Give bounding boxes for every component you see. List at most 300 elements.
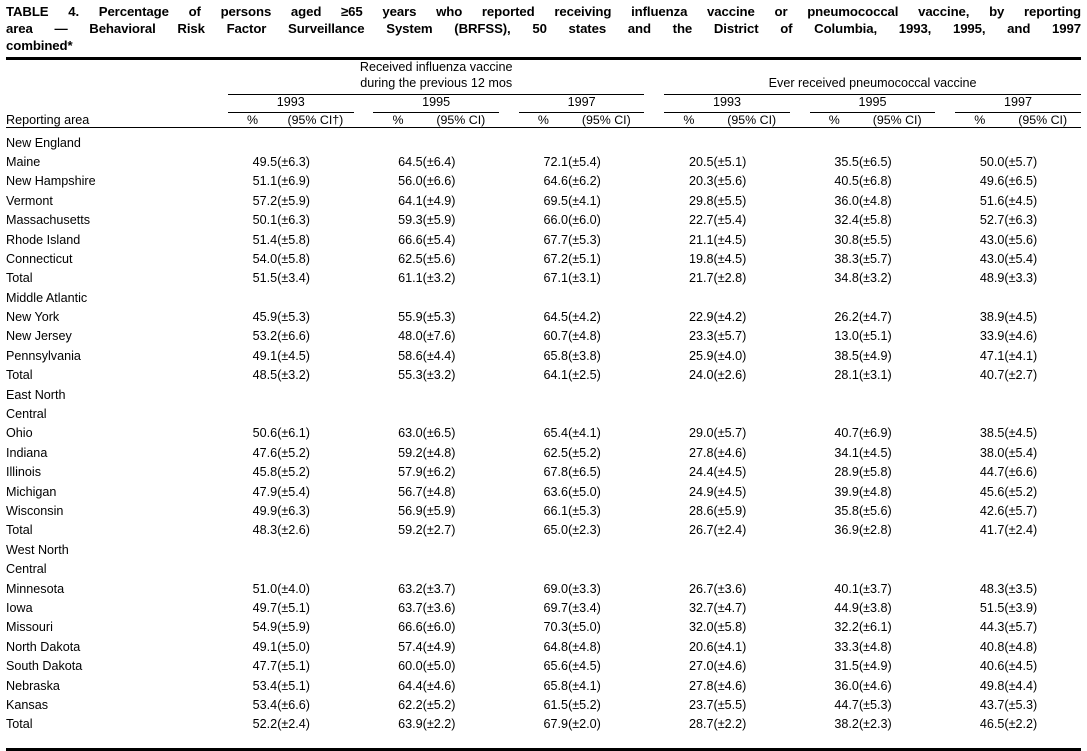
table-row-region — [6, 557, 1081, 576]
cell-confidence-interval: (±2.7) — [1004, 368, 1038, 383]
title-line-1: TABLE 4. Percentage of persons aged ≥65 years who reported receiving influenza vaccine or pneumococcal vaccine, by reporting — [6, 4, 1081, 19]
cell-confidence-interval: (±5.2) — [1004, 484, 1038, 499]
cell-percent: 62.2 — [398, 697, 423, 712]
cell-confidence-interval: (±3.8) — [858, 600, 892, 615]
cell-gap — [644, 421, 664, 440]
cell-confidence-interval: (±5.6) — [422, 251, 456, 266]
cell-gap — [499, 363, 519, 382]
cell-gap — [499, 324, 519, 343]
cell-confidence-interval: (±3.8) — [568, 348, 601, 363]
cell-confidence-interval: (±6.8) — [858, 174, 892, 189]
cell-confidence-interval: (±5.9) — [277, 193, 310, 208]
cell-percent: 64.1 — [543, 368, 569, 383]
cell-confidence-interval: (±5.8) — [858, 213, 892, 228]
cell-gap — [354, 596, 374, 615]
cell-percent: 32.4 — [834, 213, 859, 228]
cell-confidence-interval: (±2.3) — [858, 717, 892, 732]
cell-confidence-interval: (±4.1) — [568, 193, 601, 208]
cell-gap — [499, 305, 519, 324]
cell-confidence-interval: (±5.3) — [568, 232, 601, 247]
cell-percent: 62.5 — [398, 251, 423, 266]
cell-percent: 66.1 — [543, 504, 569, 518]
cell-gap — [935, 479, 955, 498]
region-empty-cells — [228, 557, 1081, 576]
cell-confidence-interval: (±2.8) — [858, 523, 892, 538]
cell-confidence-interval: (±4.9) — [422, 639, 456, 654]
table-row — [6, 150, 1081, 169]
cell-confidence-interval: (±4.5) — [568, 659, 601, 674]
cell-percent: 52.2 — [252, 717, 278, 732]
cell-confidence-interval: (±6.5) — [422, 426, 456, 441]
table-row — [6, 247, 1081, 266]
cell-percent: 27.0 — [688, 659, 714, 674]
cell-percent: 66.6 — [398, 232, 423, 247]
cell-confidence-interval: (±3.4) — [277, 271, 310, 286]
table-row-region — [6, 537, 1081, 556]
cell-percent: 55.3 — [398, 368, 423, 383]
cell-confidence-interval: (±5.1) — [277, 659, 310, 674]
cell-confidence-interval: (±4.4) — [422, 348, 456, 363]
cell-percent: 20.3 — [688, 174, 714, 189]
cell-confidence-interval: (±5.6) — [858, 504, 892, 518]
cell-percent: 44.9 — [834, 600, 859, 615]
cell-gap — [499, 596, 519, 615]
cell-percent: 51.5 — [979, 600, 1005, 615]
cell-percent: 65.8 — [543, 348, 569, 363]
year-pneumo-1995: 1995 — [858, 95, 887, 110]
cell-confidence-interval: (±4.8) — [422, 484, 456, 499]
year-gap-4 — [790, 95, 810, 110]
cell-percent: 38.3 — [834, 251, 859, 266]
cell-gap — [935, 188, 955, 207]
row-label: Total — [6, 271, 33, 286]
cell-percent: 51.4 — [252, 232, 278, 247]
cell-gap — [644, 576, 664, 595]
cell-confidence-interval: (±4.5) — [713, 484, 747, 499]
row-label: Pennsylvania — [6, 348, 81, 363]
cell-confidence-interval: (±4.7) — [858, 310, 892, 325]
cell-gap — [354, 188, 374, 207]
cell-gap — [644, 208, 664, 227]
cell-confidence-interval: (±5.5) — [713, 697, 747, 712]
cell-percent: 49.1 — [252, 348, 278, 363]
cell-percent: 60.0 — [398, 659, 423, 674]
cell-confidence-interval: (±5.9) — [422, 213, 456, 228]
cell-gap — [790, 596, 810, 615]
cell-gap — [499, 247, 519, 266]
col-pct-4: % — [683, 113, 695, 128]
cell-confidence-interval: (±4.1) — [568, 426, 601, 441]
group-header-influenza-line2: during the previous 12 mos — [360, 75, 513, 90]
cell-gap — [935, 169, 955, 188]
region-empty-cells — [228, 130, 1081, 149]
cell-percent: 67.7 — [543, 232, 569, 247]
cell-confidence-interval: (±4.6) — [1004, 329, 1038, 344]
cell-confidence-interval: (±6.1) — [858, 620, 892, 635]
cell-percent: 24.9 — [688, 484, 714, 499]
col-ci-2: (95% CI) — [436, 113, 486, 128]
cell-percent: 36.0 — [834, 678, 859, 693]
cell-gap — [499, 421, 519, 440]
cell-confidence-interval: (±4.6) — [713, 678, 747, 693]
cell-gap — [790, 363, 810, 382]
cell-gap — [935, 518, 955, 537]
col-pct-6: % — [974, 113, 986, 128]
cell-gap — [935, 343, 955, 362]
cell-gap — [935, 305, 955, 324]
cell-gap — [644, 460, 664, 479]
cell-confidence-interval: (±2.2) — [713, 717, 747, 732]
cell-percent: 49.9 — [252, 504, 278, 518]
row-label: West North — [6, 542, 69, 557]
cell-gap — [644, 227, 664, 246]
table-row — [6, 305, 1081, 324]
cell-gap — [354, 673, 374, 692]
row-label: Total — [6, 368, 33, 383]
cell-gap — [644, 150, 664, 169]
cell-percent: 31.5 — [834, 659, 859, 674]
cell-confidence-interval: (±3.2) — [422, 271, 456, 286]
cell-gap — [354, 227, 374, 246]
cell-gap — [644, 499, 664, 518]
row-label: North Dakota — [6, 639, 81, 654]
cell-confidence-interval: (±6.9) — [858, 426, 892, 441]
cell-confidence-interval: (±5.4) — [568, 154, 601, 169]
cell-gap — [935, 634, 955, 653]
cell-gap — [644, 615, 664, 634]
cell-confidence-interval: (±3.9) — [1004, 600, 1038, 615]
table-header — [6, 60, 1081, 127]
cell-gap — [354, 576, 374, 595]
cell-confidence-interval: (±2.2) — [1004, 717, 1038, 732]
region-empty-cells — [228, 402, 1081, 421]
table-row — [6, 440, 1081, 459]
cell-confidence-interval: (±4.5) — [1004, 426, 1038, 441]
cell-gap — [935, 247, 955, 266]
cell-percent: 26.7 — [688, 581, 714, 596]
cell-gap — [790, 654, 810, 673]
cell-confidence-interval: (±5.2) — [277, 445, 310, 460]
row-label: Iowa — [6, 600, 33, 615]
cell-confidence-interval: (±6.5) — [1004, 174, 1038, 189]
year-influenza-1997: 1997 — [567, 95, 596, 110]
group-header-influenza — [228, 60, 645, 91]
cell-percent: 58.6 — [398, 348, 423, 363]
cell-confidence-interval: (±4.4) — [1004, 678, 1038, 693]
cell-confidence-interval: (±6.6) — [277, 697, 310, 712]
cell-confidence-interval: (±4.1) — [713, 639, 747, 654]
cell-confidence-interval: (±4.5) — [713, 465, 747, 480]
year-gap-1 — [354, 95, 374, 110]
cell-percent: 26.2 — [834, 310, 859, 325]
cell-gap — [499, 615, 519, 634]
cell-confidence-interval: (±3.2) — [277, 368, 310, 383]
cell-confidence-interval: (±4.5) — [1004, 659, 1038, 674]
cell-percent: 33.3 — [834, 639, 859, 654]
cell-percent: 47.9 — [252, 484, 278, 499]
row-label: Ohio — [6, 426, 33, 441]
cell-percent: 49.6 — [979, 174, 1005, 189]
cell-gap — [499, 227, 519, 246]
cell-confidence-interval: (±2.4) — [1004, 523, 1038, 538]
cell-percent: 65.0 — [543, 523, 569, 538]
cell-percent: 56.9 — [398, 504, 423, 518]
cell-gap — [790, 460, 810, 479]
cell-confidence-interval: (±5.1) — [568, 251, 601, 266]
cell-gap — [499, 654, 519, 673]
colhead-gap-5 — [935, 113, 955, 128]
cell-gap — [644, 479, 664, 498]
cell-confidence-interval: (±4.5) — [1004, 310, 1038, 325]
cell-confidence-interval: (±4.8) — [858, 639, 892, 654]
cell-gap — [644, 363, 664, 382]
row-label: Indiana — [6, 445, 48, 460]
cell-confidence-interval: (±3.4) — [568, 600, 601, 615]
col-pct-3: % — [537, 113, 549, 128]
cell-confidence-interval: (±4.5) — [1004, 193, 1038, 208]
cell-gap — [499, 343, 519, 362]
cell-percent: 64.8 — [543, 639, 569, 654]
cell-percent: 21.7 — [688, 271, 714, 286]
cell-confidence-interval: (±4.8) — [1004, 639, 1038, 654]
cell-confidence-interval: (±4.5) — [713, 251, 747, 266]
cell-gap — [790, 266, 810, 285]
cell-percent: 36.0 — [834, 193, 859, 208]
col-ci-4: (95% CI) — [727, 113, 777, 128]
cell-percent: 48.5 — [252, 368, 278, 383]
table-row-region — [6, 382, 1081, 401]
cell-percent: 67.2 — [543, 251, 569, 266]
cell-confidence-interval: (±5.7) — [713, 426, 747, 441]
cell-confidence-interval: (±6.4) — [422, 154, 456, 169]
cell-percent: 13.0 — [834, 329, 859, 344]
cell-percent: 40.8 — [979, 639, 1005, 654]
cell-percent: 51.6 — [979, 193, 1005, 208]
cell-confidence-interval: (±5.4) — [1004, 445, 1038, 460]
cell-confidence-interval: (±5.4) — [1004, 251, 1038, 266]
cell-percent: 53.4 — [252, 697, 278, 712]
cell-confidence-interval: (±6.0) — [422, 620, 456, 635]
table-row — [6, 499, 1081, 518]
cell-gap — [790, 440, 810, 459]
cell-confidence-interval: (±3.6) — [422, 600, 456, 615]
region-empty-cells — [228, 382, 1081, 401]
cell-gap — [354, 634, 374, 653]
cell-confidence-interval: (±5.7) — [1004, 154, 1038, 169]
cell-gap — [790, 247, 810, 266]
cell-gap — [935, 440, 955, 459]
cell-percent: 33.9 — [979, 329, 1005, 344]
cell-percent: 34.8 — [834, 271, 859, 286]
region-empty-cells — [228, 285, 1081, 304]
cell-percent: 63.6 — [543, 484, 569, 499]
cell-confidence-interval: (±6.5) — [568, 465, 601, 480]
table-row-total — [6, 363, 1081, 382]
header-group-row — [6, 60, 1081, 91]
cell-percent: 69.0 — [543, 581, 569, 596]
cell-gap — [935, 421, 955, 440]
cell-gap — [644, 673, 664, 692]
cell-gap — [790, 188, 810, 207]
cell-percent: 38.5 — [834, 348, 859, 363]
cell-gap — [354, 363, 374, 382]
cell-confidence-interval: (±4.6) — [713, 445, 747, 460]
table-row-total — [6, 266, 1081, 285]
table-row — [6, 188, 1081, 207]
cell-percent: 38.5 — [979, 426, 1005, 441]
cell-percent: 27.8 — [688, 678, 714, 693]
header-spacer — [6, 60, 228, 91]
cell-percent: 64.4 — [398, 678, 423, 693]
cell-gap — [354, 460, 374, 479]
cell-confidence-interval: (±4.2) — [713, 310, 747, 325]
cell-gap — [644, 712, 664, 731]
cell-percent: 29.0 — [688, 426, 714, 441]
cell-confidence-interval: (±5.0) — [422, 659, 456, 674]
row-label: Wisconsin — [6, 504, 64, 518]
row-label: New Hampshire — [6, 174, 96, 189]
cell-gap — [935, 712, 955, 731]
cell-percent: 23.7 — [688, 697, 714, 712]
table-row — [6, 673, 1081, 692]
header-mid-spacer — [644, 60, 664, 91]
cell-percent: 59.2 — [398, 523, 423, 538]
cell-confidence-interval: (±4.5) — [277, 348, 310, 363]
cell-gap — [790, 343, 810, 362]
cell-confidence-interval: (±6.3) — [277, 504, 310, 518]
table-row-region — [6, 285, 1081, 304]
cell-gap — [499, 479, 519, 498]
cell-confidence-interval: (±3.3) — [568, 581, 601, 596]
cell-confidence-interval: (±5.2) — [568, 697, 601, 712]
cell-confidence-interval: (±2.6) — [713, 368, 747, 383]
table-row — [6, 693, 1081, 712]
cell-gap — [644, 305, 664, 324]
cell-confidence-interval: (±3.2) — [422, 368, 456, 383]
cell-percent: 28.7 — [688, 717, 714, 732]
cell-percent: 65.8 — [543, 678, 569, 693]
cell-gap — [790, 324, 810, 343]
cell-percent: 47.7 — [252, 659, 278, 674]
title-line-3: combined* — [6, 38, 73, 54]
cell-percent: 32.7 — [688, 600, 714, 615]
cell-percent: 19.8 — [688, 251, 714, 266]
cell-percent: 66.6 — [398, 620, 423, 635]
cell-percent: 52.7 — [979, 213, 1005, 228]
colhead-gap-2 — [499, 113, 519, 128]
group-header-pneumococcal — [664, 60, 1081, 91]
cell-percent: 56.0 — [398, 174, 423, 189]
cell-gap — [644, 188, 664, 207]
row-label: Illinois — [6, 465, 41, 480]
cell-percent: 57.4 — [398, 639, 423, 654]
year-gap-2 — [499, 95, 519, 110]
cell-confidence-interval: (±3.1) — [858, 368, 892, 383]
col-reporting-area: Reporting area — [6, 113, 90, 128]
cell-gap — [354, 208, 374, 227]
cell-gap — [790, 576, 810, 595]
table-row — [6, 227, 1081, 246]
cell-percent: 28.6 — [688, 504, 714, 518]
cell-gap — [354, 247, 374, 266]
cell-percent: 67.1 — [543, 271, 569, 286]
cell-gap — [790, 518, 810, 537]
cell-gap — [499, 673, 519, 692]
cell-percent: 28.9 — [834, 465, 859, 480]
cell-confidence-interval: (±5.5) — [713, 193, 747, 208]
table-row — [6, 615, 1081, 634]
cell-gap — [935, 673, 955, 692]
column-head-row — [6, 113, 1081, 128]
cell-gap — [935, 227, 955, 246]
cell-gap — [354, 479, 374, 498]
row-label: Minnesota — [6, 581, 65, 596]
cell-gap — [354, 712, 374, 731]
cell-confidence-interval: (±4.8) — [568, 329, 601, 344]
cell-percent: 43.0 — [979, 251, 1005, 266]
cell-confidence-interval: (±5.9) — [422, 504, 456, 518]
cell-confidence-interval: (±6.0) — [568, 213, 601, 228]
cell-confidence-interval: (±5.0) — [568, 620, 601, 635]
cell-percent: 50.1 — [252, 213, 278, 228]
cell-gap — [354, 150, 374, 169]
cell-gap — [790, 712, 810, 731]
table-row — [6, 634, 1081, 653]
cell-gap — [935, 324, 955, 343]
cell-confidence-interval: (±5.7) — [1004, 620, 1038, 635]
cell-percent: 67.8 — [543, 465, 569, 480]
table-row — [6, 343, 1081, 362]
cell-percent: 67.9 — [543, 717, 569, 732]
cell-confidence-interval: (±5.6) — [1004, 232, 1038, 247]
cell-confidence-interval: (±5.1) — [277, 678, 310, 693]
cell-gap — [499, 169, 519, 188]
cell-gap — [354, 305, 374, 324]
cell-confidence-interval: (±5.4) — [422, 232, 456, 247]
cell-percent: 44.7 — [979, 465, 1005, 480]
cell-gap — [935, 596, 955, 615]
cell-percent: 69.5 — [543, 193, 569, 208]
cell-percent: 47.1 — [979, 348, 1005, 363]
col-ci-6: (95% CI) — [1018, 113, 1068, 128]
row-label: Central — [6, 562, 47, 577]
cell-gap — [354, 518, 374, 537]
cell-confidence-interval: (±6.9) — [277, 174, 310, 189]
cell-percent: 49.8 — [979, 678, 1005, 693]
vaccination-table — [6, 60, 1081, 731]
cell-percent: 40.7 — [834, 426, 859, 441]
cell-gap — [499, 266, 519, 285]
cell-gap — [644, 247, 664, 266]
cell-percent: 27.8 — [688, 445, 714, 460]
col-pct-2: % — [392, 113, 404, 128]
cell-confidence-interval: (±3.3) — [1004, 271, 1038, 286]
cell-confidence-interval: (±4.6) — [713, 659, 747, 674]
cell-confidence-interval: (±4.9) — [422, 193, 456, 208]
table-row — [6, 460, 1081, 479]
col-ci-3: (95% CI) — [581, 113, 631, 128]
table-row — [6, 576, 1081, 595]
cell-gap — [644, 169, 664, 188]
cell-gap — [935, 499, 955, 518]
cell-percent: 49.7 — [252, 600, 278, 615]
cell-confidence-interval: (±5.3) — [277, 310, 310, 325]
cell-percent: 43.0 — [979, 232, 1005, 247]
cell-confidence-interval: (±5.4) — [277, 484, 310, 499]
cell-percent: 54.9 — [252, 620, 278, 635]
cell-gap — [644, 634, 664, 653]
cell-gap — [790, 227, 810, 246]
